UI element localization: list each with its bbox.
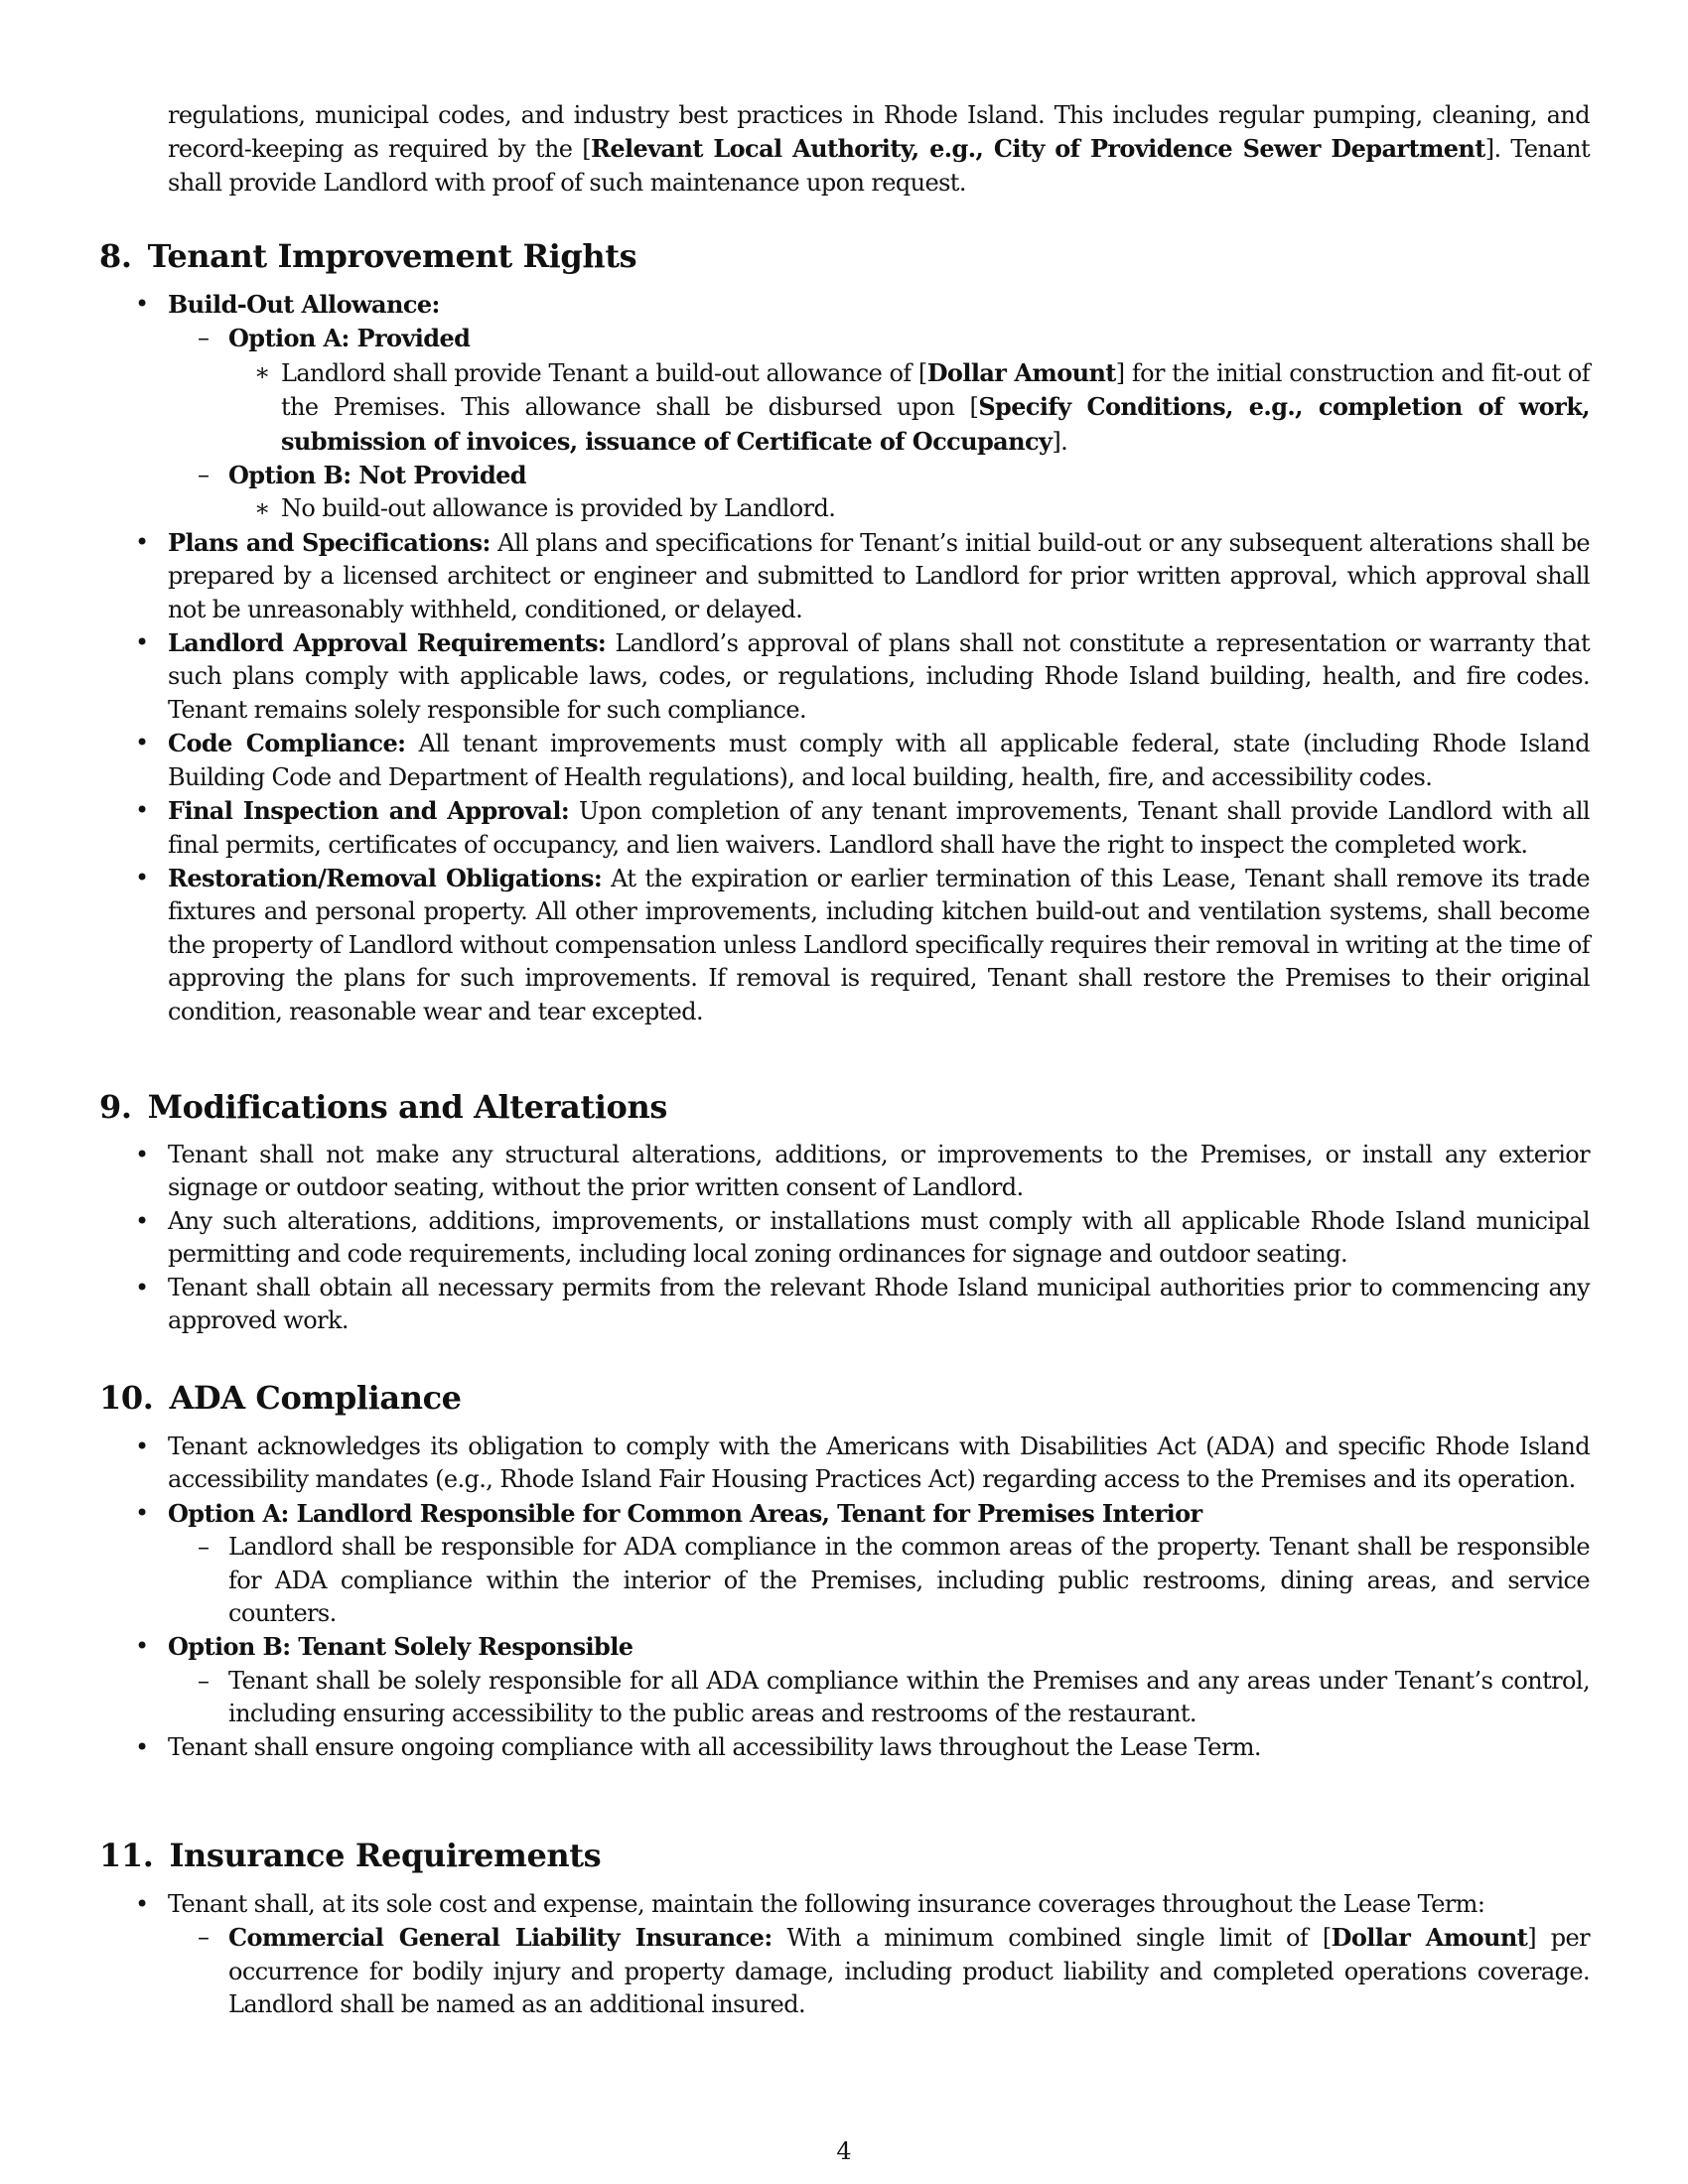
section-9-heading xyxy=(99,1087,667,1127)
option-a-details xyxy=(228,356,1590,459)
list-item-option-b xyxy=(99,1630,1590,1730)
section-title: Tenant Improvement Rights xyxy=(147,237,637,275)
item-label: Plans and Specifications: xyxy=(168,527,491,557)
list-item-final-inspection: • Final Inspection and Approval: Upon completion of any tenant improvements, Tenant shall provide Landlord with all final permits, certificates of occupancy, and lien waivers. Landlord shall have the right to inspect the completed work. xyxy=(99,794,1590,862)
list-item: • Tenant shall obtain all necessary permits from the relevant Rhode Island municipal authorities prior to commencing any approved work. xyxy=(99,1272,1590,1338)
coverage-label: Commercial General Liability Insurance: xyxy=(228,1923,773,1953)
section-number: 10. xyxy=(99,1379,154,1417)
list-item: • Tenant shall not make any structural alterations, additions, or improvements to the Premises, or install any exterior signage or outdoor seating, without the prior written consent of Landlord. xyxy=(99,1139,1590,1205)
option-b-details xyxy=(168,1665,1590,1731)
placeholder-dollar-amount: Dollar Amount xyxy=(1331,1923,1528,1953)
placeholder-conditions: Specify Conditions, e.g., completion of work, submission of invoices, issuance of Certificate of Occupancy xyxy=(281,392,1590,456)
section-10-heading xyxy=(99,1378,462,1418)
intro-bold-placeholder: Relevant Local Authority, e.g., City of Providence Sewer Department xyxy=(590,134,1485,164)
option-a xyxy=(168,322,1590,459)
buildout-options xyxy=(168,322,1590,525)
section-8-list xyxy=(99,288,1590,1028)
section-8-heading xyxy=(99,236,636,276)
insurance-coverages xyxy=(168,1921,1590,2021)
option-b-details xyxy=(228,492,1590,525)
option-label: Option A: Provided xyxy=(228,324,471,353)
list-item-insurance: • Tenant shall, at its sole cost and expense, maintain the following insurance coverages throughout the Lease Term: – Commercial General Liability Insurance: With a minimum combined single limit of [Dollar Amount] per occurrence for bodily injury and property damage, including product liability and completed operations coverage. Landlord shall be named as an additional insured. xyxy=(99,1888,1590,2022)
list-item-code: • Code Compliance: All tenant improvements must comply with all applicable federal, state (including Rhode Island Building Code and Department of Health regulations), and local building, health, fire, and accessibility codes. xyxy=(99,727,1590,794)
intro-text-end: ]. Tenant shall provide Landlord with proof of such maintenance upon request. xyxy=(168,135,1590,197)
list-item-plans: • Plans and Specifications: All plans and specifications for Tenant’s initial build-out or any subsequent alterations shall be prepared by a licensed architect or engineer and submitted to Landlord for prior written approval, which approval shall not be unreasonably withheld, conditioned, or delayed. xyxy=(99,526,1590,626)
item-label: Final Inspection and Approval: xyxy=(168,796,570,826)
option-label: Option B: Tenant Solely Responsible xyxy=(168,1632,633,1662)
list-item-option-a xyxy=(99,1497,1590,1631)
placeholder-dollar-amount: Dollar Amount xyxy=(926,357,1116,387)
section-number: 9. xyxy=(99,1088,132,1126)
list-item-restoration: • Restoration/Removal Obligations: At the expiration or earlier termination of this Lease, Tenant shall remove its trade fixtures and personal property. All other improvements, including kitchen build-out and ventilation systems, shall become the property of Landlord without compensation unless Landlord specifically requires their removal in writing at the time of approving the plans for such improvements. If removal is required, Tenant shall restore the Premises to their original condition, reasonable wear and tear excepted. xyxy=(99,862,1590,1028)
section-title: Insurance Requirements xyxy=(169,1837,602,1874)
option-b xyxy=(168,459,1590,526)
item-label: Landlord Approval Requirements: xyxy=(168,628,607,658)
list-item: • Tenant acknowledges its obligation to comply with the Americans with Disabilities Act (ADA) and specific Rhode Island accessibility mandates (e.g., Rhode Island Fair Housing Practices Act) regarding access to the Premises and its operation. xyxy=(99,1431,1590,1497)
item-label: Build-Out Allowance: xyxy=(168,290,440,319)
section-9-list xyxy=(99,1139,1590,1337)
option-b-text: ∗ No build-out allowance is provided by Landlord. xyxy=(228,492,1590,525)
option-b-text: – Tenant shall be solely responsible for all ADA compliance within the Premises and any areas under Tenant’s control, including ensuring accessibility to the public areas and restrooms of the restaurant. xyxy=(168,1665,1590,1731)
coverage-cgl: – Commercial General Liability Insurance: With a minimum combined single limit of [Dollar Amount] per occurrence for bodily injury and property damage, including product liability and completed operations coverage. Landlord shall be named as an additional insured. xyxy=(168,1921,1590,2021)
list-item-buildout xyxy=(99,288,1590,526)
list-item: • Tenant shall ensure ongoing compliance with all accessibility laws throughout the Lease Term. xyxy=(99,1731,1590,1764)
option-label: Option A: Landlord Responsible for Common Areas, Tenant for Premises Interior xyxy=(168,1498,1202,1528)
option-a-text: – Landlord shall be responsible for ADA compliance in the common areas of the property. Tenant shall be responsible for ADA compliance within the interior of the Premises, including public restrooms, dining areas, and service counters. xyxy=(168,1531,1590,1630)
section-number: 8. xyxy=(99,237,132,275)
section-number: 11. xyxy=(99,1837,154,1874)
page-number: 4 xyxy=(836,2137,852,2165)
section-11-heading xyxy=(99,1836,601,1875)
list-item: • Any such alterations, additions, improvements, or installations must comply with all applicable Rhode Island municipal permitting and code requirements, including local zoning ordinances for signage and outdoor seating. xyxy=(99,1205,1590,1272)
section-title: Modifications and Alterations xyxy=(147,1088,667,1126)
section-title: ADA Compliance xyxy=(169,1379,462,1417)
section-10-list xyxy=(99,1431,1590,1764)
item-label: Code Compliance: xyxy=(168,729,406,758)
option-a-text: ∗ Landlord shall provide Tenant a build-out allowance of [Dollar Amount] for the initial construction and fit-out of the Premises. This allowance shall be disbursed upon [Specify Conditions, e.g., completion of work, submission of invoices, issuance of Certificate of Occupancy]. xyxy=(228,356,1590,459)
option-label: Option B: Not Provided xyxy=(228,461,526,490)
section-11-list xyxy=(99,1888,1590,2022)
intro-paragraph xyxy=(168,99,1590,200)
list-item-approval: • Landlord Approval Requirements: Landlord’s approval of plans shall not constitute a representation or warranty that such plans comply with applicable laws, codes, or regulations, including Rhode Island building, health, and fire codes. Tenant remains solely responsible for such compliance. xyxy=(99,626,1590,727)
item-label: Restoration/Removal Obligations: xyxy=(168,863,603,892)
option-a-details xyxy=(168,1531,1590,1630)
intro-text: regulations, municipal codes, and industry best practices in Rhode Island. This includes regular pumping, cleaning, and record-keeping as required by the [ xyxy=(168,101,1590,164)
